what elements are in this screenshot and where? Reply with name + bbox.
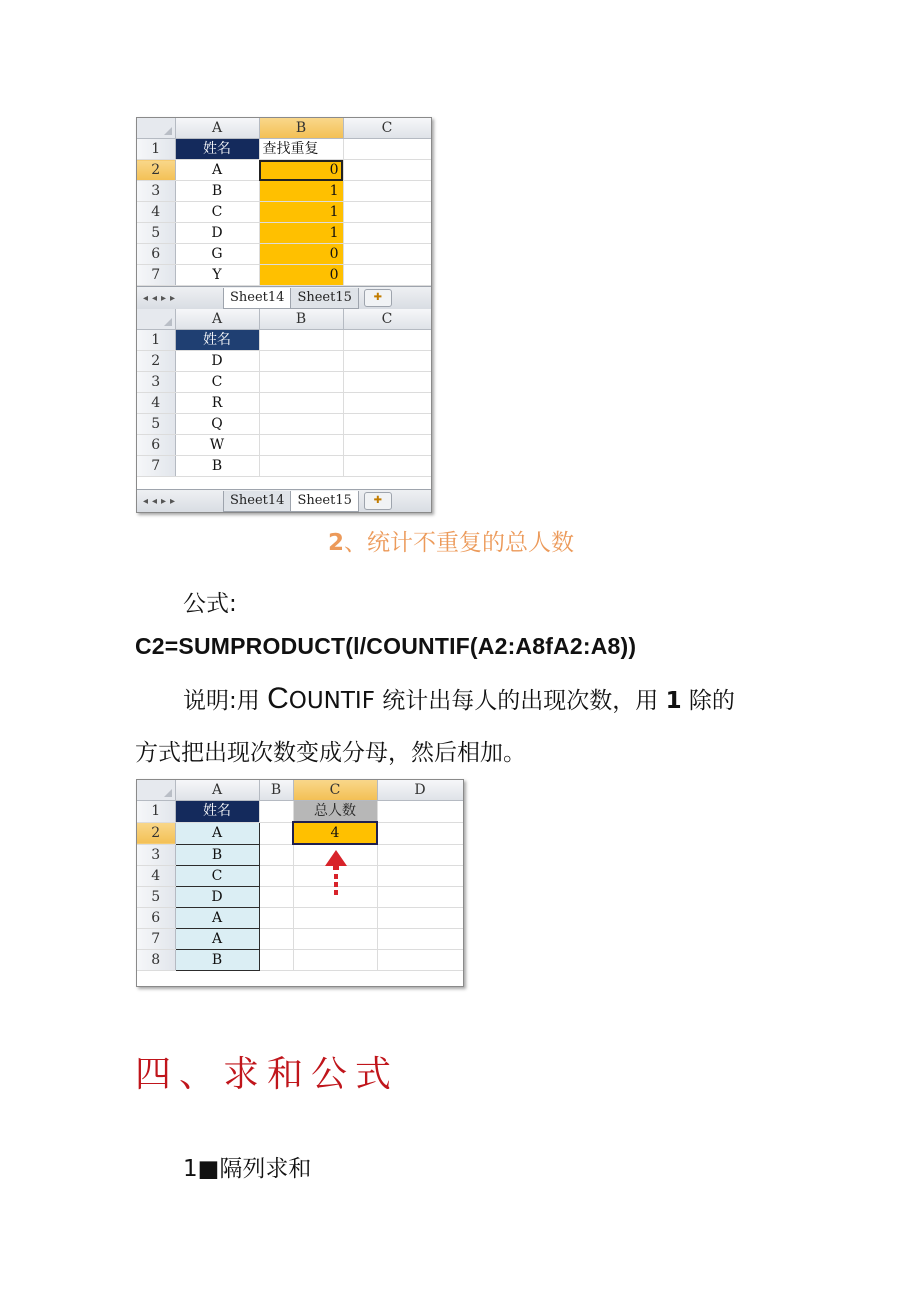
cell-value[interactable]: 1 <box>259 181 343 202</box>
row-header[interactable]: 6 <box>137 908 175 929</box>
cell-name[interactable]: D <box>175 351 259 372</box>
sheet-tab-bar-upper <box>137 286 431 309</box>
subheading: 1■隔列求和 <box>183 1156 312 1182</box>
column-header-c[interactable]: C <box>343 309 431 330</box>
sheet-grid-upper <box>137 118 432 286</box>
cell[interactable] <box>259 929 293 950</box>
cell[interactable] <box>259 351 343 372</box>
cell[interactable] <box>377 929 463 950</box>
cell[interactable] <box>343 181 431 202</box>
cell[interactable] <box>259 866 293 887</box>
cell-name[interactable]: A <box>175 160 259 181</box>
cell[interactable] <box>343 139 431 160</box>
row-header[interactable]: 1 <box>137 330 175 351</box>
cell-name-header[interactable]: 姓名 <box>175 801 259 823</box>
column-header-a[interactable]: A <box>175 780 259 801</box>
up-arrow-icon <box>325 850 347 902</box>
row-header[interactable]: 2 <box>137 351 175 372</box>
cell[interactable] <box>293 908 377 929</box>
cell[interactable] <box>259 887 293 908</box>
cell-name[interactable]: B <box>175 181 259 202</box>
cell[interactable] <box>343 414 431 435</box>
column-header-a[interactable]: A <box>175 118 259 139</box>
cell-value[interactable]: 1 <box>259 202 343 223</box>
column-header-d[interactable]: D <box>377 780 463 801</box>
cell[interactable] <box>259 950 293 971</box>
cell-name[interactable]: B <box>175 456 259 477</box>
cell-find-header[interactable]: 查找重复 <box>259 139 343 160</box>
explanation-line-2: 方式把出现次数变成分母，然后相加。 <box>135 740 526 766</box>
sheet-tab[interactable]: Sheet14 <box>223 491 291 512</box>
sheet-grid-total <box>137 780 464 971</box>
cell-value-selected[interactable]: 0 <box>259 160 343 181</box>
cell-name[interactable]: A <box>175 908 259 929</box>
cell-name-header[interactable]: 姓名 <box>175 330 259 351</box>
cell[interactable] <box>343 372 431 393</box>
excel-screenshot-duplicate-check <box>136 117 432 513</box>
cell-name[interactable]: C <box>175 866 259 887</box>
cell[interactable] <box>377 822 463 844</box>
select-all-corner[interactable] <box>137 780 175 801</box>
row-header[interactable]: 3 <box>137 181 175 202</box>
row-header[interactable]: 4 <box>137 202 175 223</box>
row-header[interactable]: 7 <box>137 265 175 286</box>
cell-name[interactable]: A <box>175 822 259 844</box>
cell[interactable] <box>377 950 463 971</box>
sheet-grid-lower <box>137 309 432 477</box>
cell-name[interactable]: C <box>175 202 259 223</box>
cell[interactable] <box>293 950 377 971</box>
cell[interactable] <box>259 908 293 929</box>
sheet-tab[interactable]: Sheet15 <box>290 288 358 309</box>
cell-name[interactable]: G <box>175 244 259 265</box>
cell[interactable] <box>293 929 377 950</box>
cell[interactable] <box>343 456 431 477</box>
cell[interactable] <box>343 265 431 286</box>
cell-name[interactable]: D <box>175 223 259 244</box>
column-header-b[interactable]: B <box>259 780 293 801</box>
cell[interactable] <box>259 393 343 414</box>
cell[interactable] <box>259 330 343 351</box>
row-header[interactable]: 4 <box>137 866 175 887</box>
cell[interactable] <box>377 908 463 929</box>
row-header[interactable]: 5 <box>137 887 175 908</box>
select-all-corner[interactable] <box>137 309 175 330</box>
cell-name[interactable]: R <box>175 393 259 414</box>
row-header[interactable]: 3 <box>137 372 175 393</box>
row-header[interactable]: 1 <box>137 139 175 160</box>
column-header-b[interactable]: B <box>259 309 343 330</box>
insert-sheet-icon[interactable]: ✚ <box>364 289 392 307</box>
column-header-c[interactable]: C <box>343 118 431 139</box>
sheet-nav-arrows-icon[interactable]: ◂◂▸▸ <box>143 495 180 507</box>
row-header[interactable]: 3 <box>137 844 175 866</box>
figure-caption: 2、统计不重复的总人数 <box>328 530 575 556</box>
row-header[interactable]: 2 <box>137 822 175 844</box>
cell-name[interactable]: Y <box>175 265 259 286</box>
cell-name[interactable]: Q <box>175 414 259 435</box>
formula-text: C2=SUMPRODUCT(l/COUNTIF(A2:A8fA2:A8)) <box>135 633 637 659</box>
sheet-tab-bar-lower <box>137 489 431 512</box>
cell[interactable] <box>377 866 463 887</box>
cell-name[interactable]: W <box>175 435 259 456</box>
row-header[interactable]: 8 <box>137 950 175 971</box>
cell[interactable] <box>259 435 343 456</box>
cell[interactable] <box>259 456 343 477</box>
cell[interactable] <box>259 844 293 866</box>
column-header-a[interactable]: A <box>175 309 259 330</box>
cell[interactable] <box>259 822 293 844</box>
cell-name[interactable]: A <box>175 929 259 950</box>
cell-name-header[interactable]: 姓名 <box>175 139 259 160</box>
section-heading: 四、求和公式 <box>135 1054 400 1095</box>
cell[interactable] <box>343 435 431 456</box>
row-header[interactable]: 7 <box>137 456 175 477</box>
column-header-c[interactable]: C <box>293 780 377 801</box>
row-header[interactable]: 2 <box>137 160 175 181</box>
row-header[interactable]: 6 <box>137 435 175 456</box>
sheet-tab[interactable]: Sheet14 <box>223 288 291 309</box>
sheet-tab[interactable]: Sheet15 <box>290 491 358 512</box>
row-header[interactable]: 4 <box>137 393 175 414</box>
cell[interactable] <box>377 887 463 908</box>
cell[interactable] <box>259 372 343 393</box>
cell[interactable] <box>259 414 343 435</box>
cell[interactable] <box>343 351 431 372</box>
column-header-b[interactable]: B <box>259 118 343 139</box>
row-header[interactable]: 6 <box>137 244 175 265</box>
formula-label: 公式: <box>183 591 237 617</box>
cell-value[interactable]: 0 <box>259 265 343 286</box>
cell-value[interactable]: 0 <box>259 244 343 265</box>
cell-name[interactable]: B <box>175 844 259 866</box>
cell[interactable] <box>343 160 431 181</box>
cell-name[interactable]: D <box>175 887 259 908</box>
row-header[interactable]: 1 <box>137 801 175 823</box>
cell[interactable] <box>343 223 431 244</box>
cell-name[interactable]: B <box>175 950 259 971</box>
cell[interactable] <box>343 330 431 351</box>
explanation-line-1: 说明:用 COUNTIF 统计出每人的出现次数，用 1 除的 <box>183 682 735 715</box>
cell[interactable] <box>377 844 463 866</box>
cell-total-header[interactable]: 总人数 <box>293 801 377 823</box>
cell-value[interactable]: 1 <box>259 223 343 244</box>
select-all-corner[interactable] <box>137 118 175 139</box>
cell[interactable] <box>343 202 431 223</box>
row-header[interactable]: 5 <box>137 223 175 244</box>
cell[interactable] <box>343 244 431 265</box>
row-header[interactable]: 7 <box>137 929 175 950</box>
cell[interactable] <box>259 801 293 823</box>
insert-sheet-icon[interactable]: ✚ <box>364 492 392 510</box>
row-header[interactable]: 5 <box>137 414 175 435</box>
cell[interactable] <box>377 801 463 823</box>
excel-screenshot-total-count <box>136 779 464 987</box>
cell[interactable] <box>343 393 431 414</box>
cell-name[interactable]: C <box>175 372 259 393</box>
cell-total-value[interactable]: 4 <box>293 822 377 844</box>
sheet-nav-arrows-icon[interactable]: ◂◂▸▸ <box>143 292 180 304</box>
